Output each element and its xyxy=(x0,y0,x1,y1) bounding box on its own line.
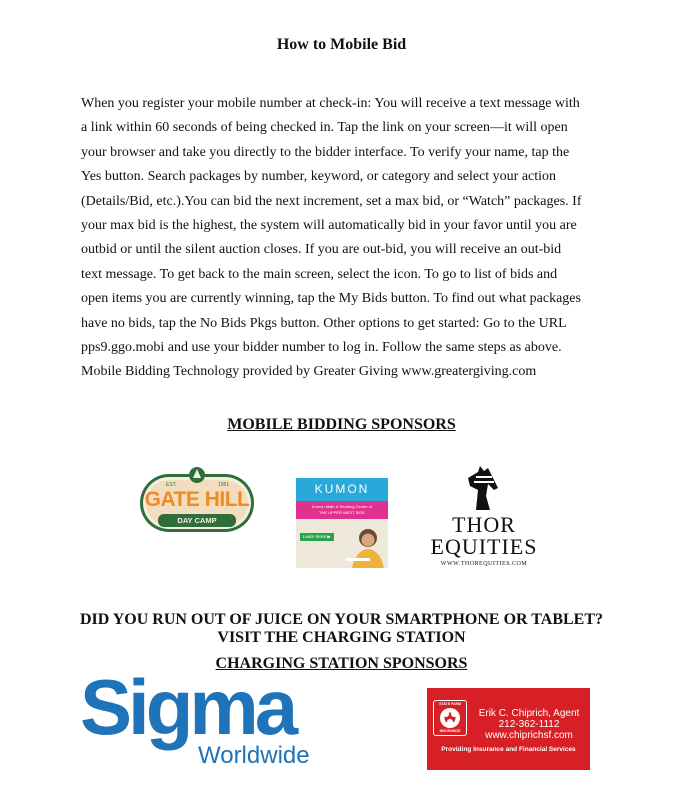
instructions-line: When you register your mobile number at check-in: You will receive a text message with xyxy=(81,96,580,111)
instructions-line: text message. To get back to the main screen, select the icon. To go to list of bids and xyxy=(81,266,558,282)
instructions-line: outbid or until the silent auction closes. If you are out-bid, you will receive an out-bid xyxy=(81,242,562,258)
sigma-word: Sigma xyxy=(80,663,295,751)
instructions-line: (Details/Bid, etc.).You can bid the next increment, set a max bid, or “Watch” packages. If xyxy=(81,193,582,209)
instructions-line: Yes button. Search packages by number, keyword, or category and select your action xyxy=(81,169,557,185)
gate-hill-sub: DAY CAMP xyxy=(177,516,217,525)
charging-question: DID YOU RUN OUT OF JUICE ON YOUR SMARTPHONE OR TABLET? xyxy=(79,611,604,628)
worldwide-word: Worldwide xyxy=(198,742,310,769)
state-farm-emblem-bottom: INSURANCE xyxy=(439,729,461,733)
gate-hill-est: EST. xyxy=(166,482,177,488)
kumon-banner xyxy=(296,501,388,519)
kumon-banner-line: THE UPPER WEST SIDE xyxy=(319,510,365,515)
equities-word: EQUITIES xyxy=(430,534,538,559)
kumon-banner-line: Kumon Math & Reading Center of xyxy=(311,504,373,509)
thor-word: THOR xyxy=(452,512,516,537)
instructions-line: have no bids, tap the No Bids Pkgs button. Other options to get started: Go to the URL xyxy=(81,315,567,331)
kumon-student-photo xyxy=(338,522,388,568)
mobile-sponsors-heading xyxy=(0,416,683,434)
mobile-sponsors-heading-text: MOBILE BIDDING SPONSORS xyxy=(227,416,456,433)
instructions-line: pps9.ggo.mobi and use your bidder number to log in. Follow the same steps as above. xyxy=(81,340,562,356)
sigma-worldwide-logo xyxy=(80,663,320,774)
gate-hill-logo xyxy=(138,466,256,538)
state-farm-agent-card xyxy=(427,688,590,770)
kumon-brand: KUMON xyxy=(296,478,388,501)
state-farm-tagline: Providing Insurance and Financial Services xyxy=(441,746,576,753)
horse-head-icon xyxy=(464,466,504,510)
thor-url: WWW.THOREQUITIES.COM xyxy=(440,561,528,567)
instructions-line: open items you are currently winning, tap the My Bids button. To find out what packages xyxy=(81,291,581,307)
instructions-line: a link within 60 seconds of being checked in. Tap the link on your screen—it will open xyxy=(81,120,568,136)
agent-url[interactable]: www.chiprichsf.com xyxy=(485,730,573,741)
instructions-line: your browser and take you directly to the bidder interface. To verify your name, tap the xyxy=(81,144,570,160)
agent-info xyxy=(471,708,587,741)
agent-phone: 212-362-1112 xyxy=(498,719,560,730)
gate-hill-year: 1951 xyxy=(218,482,230,488)
instructions-line: Mobile Bidding Technology provided by Greater Giving www.greatergiving.com xyxy=(81,364,537,380)
charging-visit: VISIT THE CHARGING STATION xyxy=(217,629,466,646)
instructions-line: your max bid is the highest, the system will automatically bid in your favor until you are xyxy=(81,218,577,234)
thor-equities-logo xyxy=(428,466,540,568)
kumon-learn-more-button[interactable]: Learn More ▶ xyxy=(300,533,334,541)
state-farm-emblem-top: STATE FARM xyxy=(439,702,461,706)
charging-sponsors-heading-text: CHARGING STATION SPONSORS xyxy=(215,655,468,672)
page-title: How to Mobile Bid xyxy=(276,36,407,53)
gate-hill-name: GATE HILL xyxy=(144,488,250,511)
agent-name: Erik C. Chiprich, Agent xyxy=(478,708,580,719)
state-farm-emblem xyxy=(433,700,467,736)
kumon-ad xyxy=(296,478,388,568)
instructions-paragraph xyxy=(81,92,611,385)
